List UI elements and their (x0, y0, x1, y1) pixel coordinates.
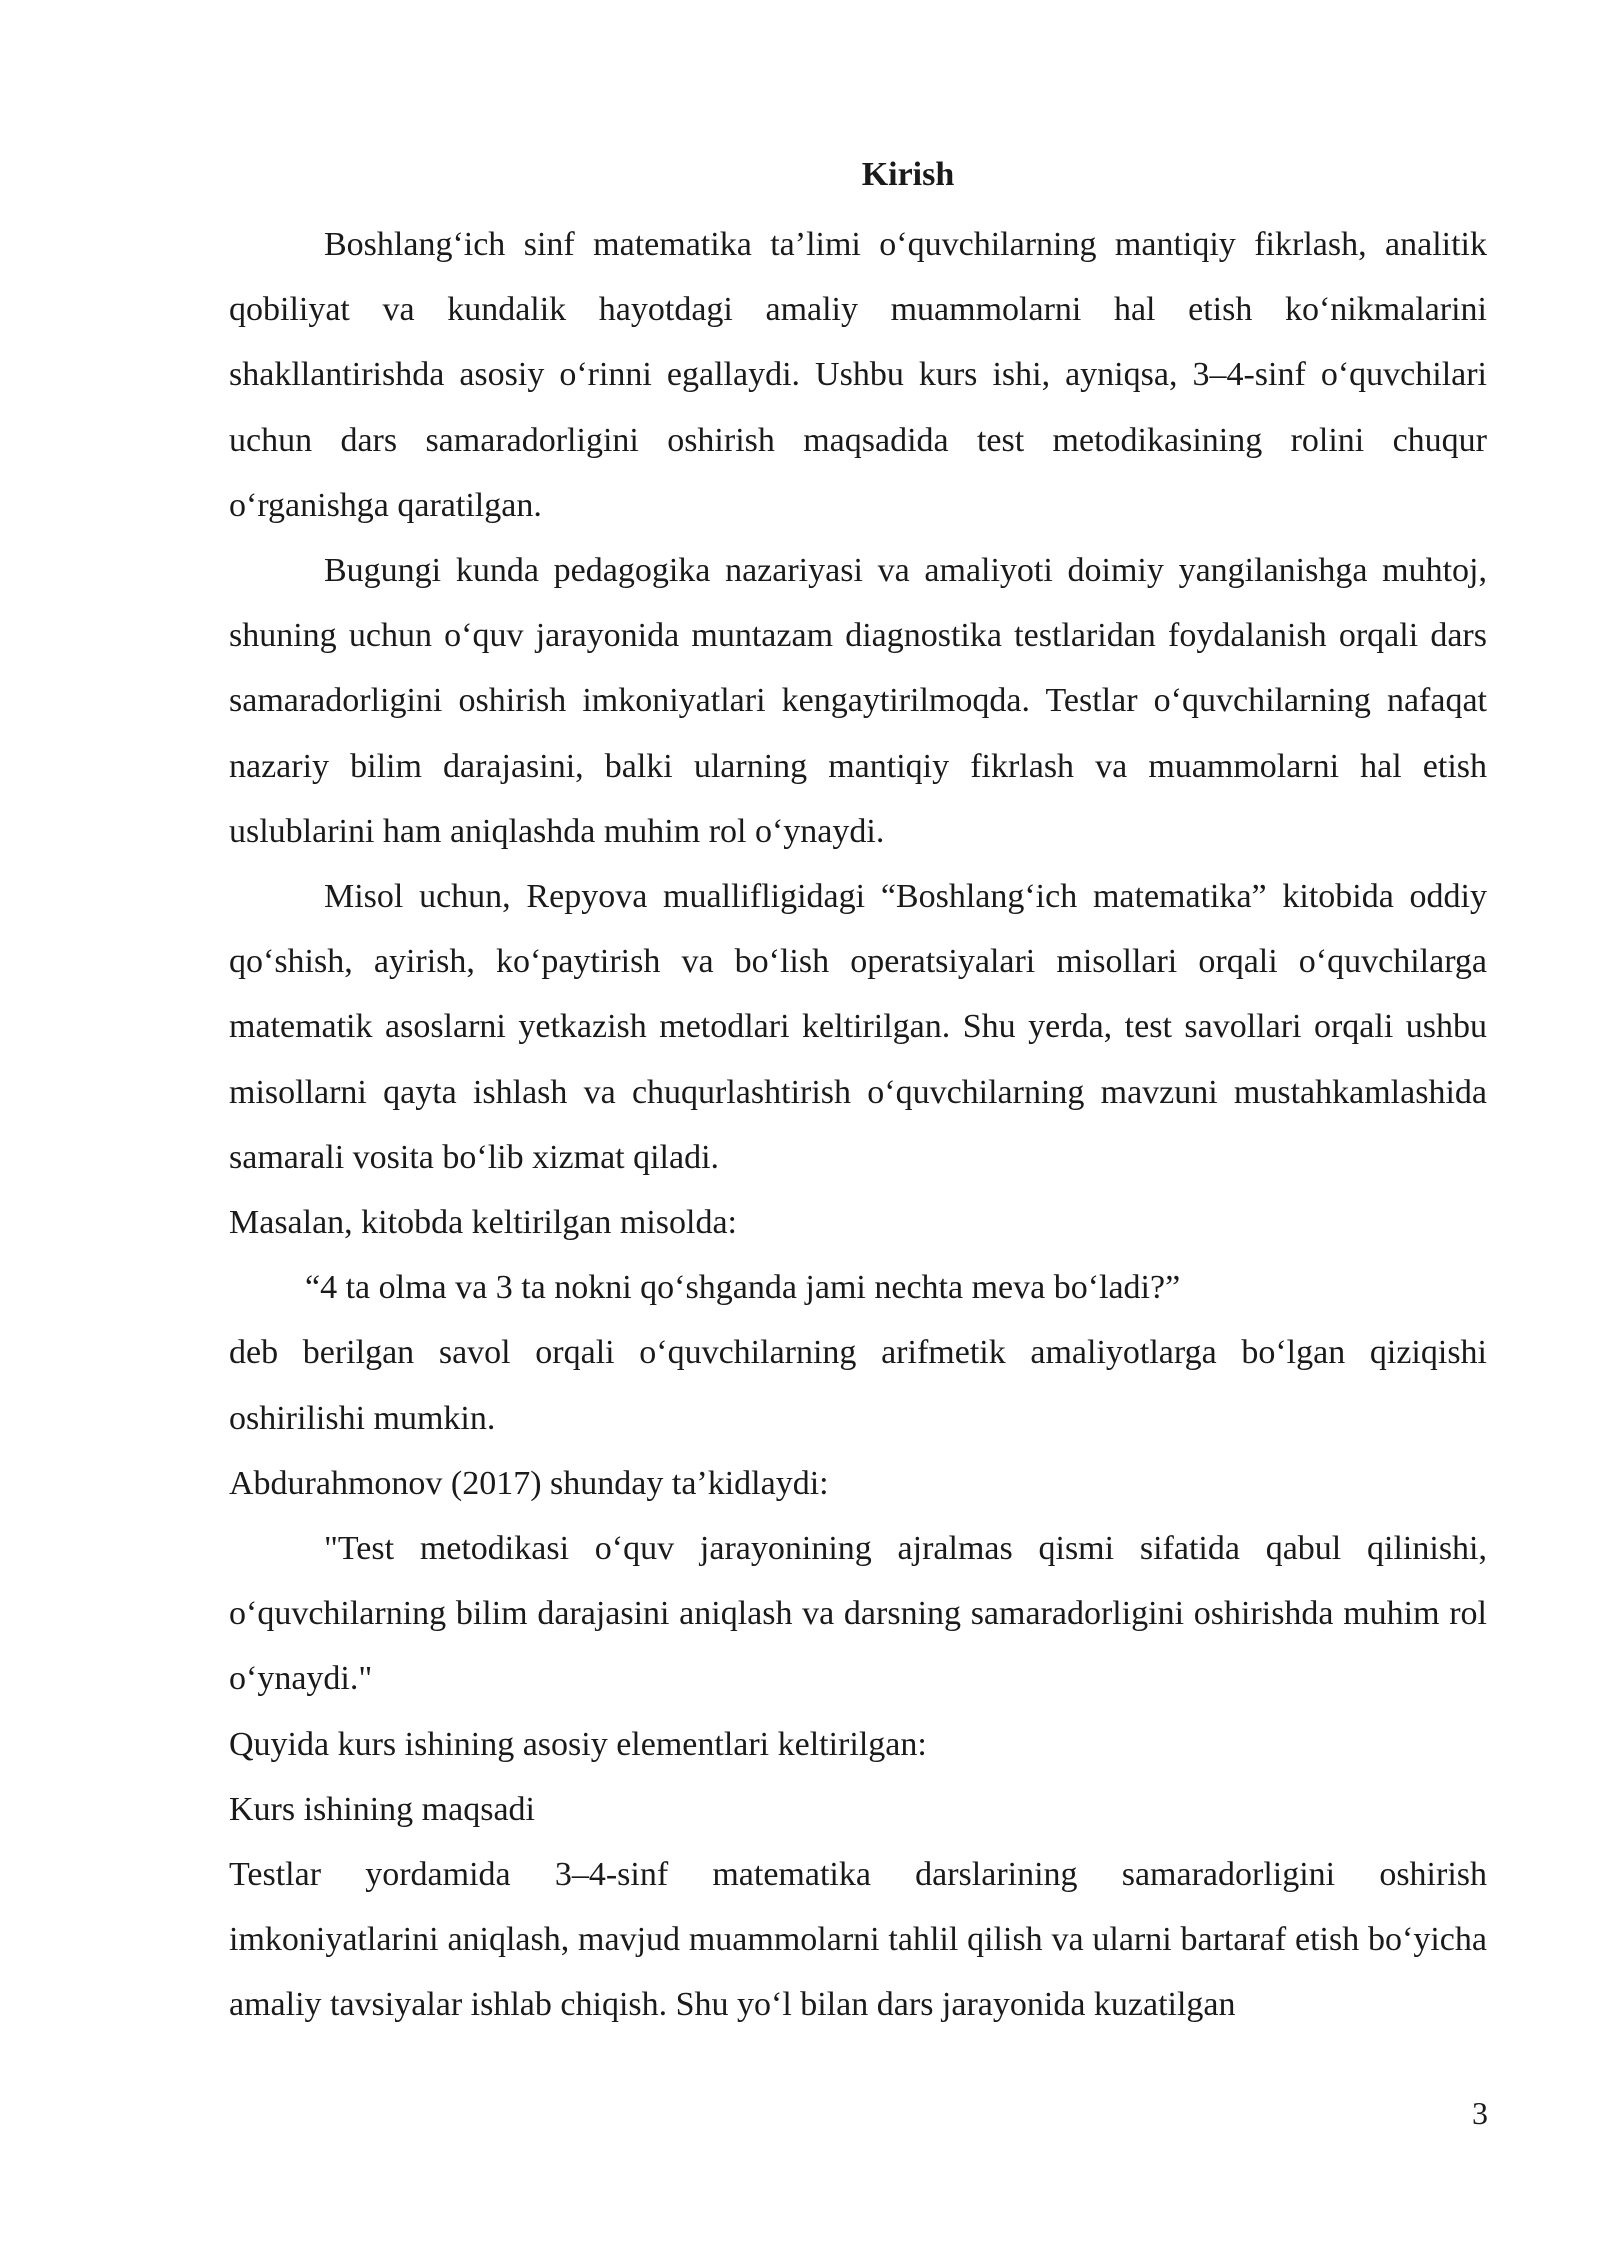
page-content (229, 148, 1487, 2038)
paragraph-example-tail: Masalan, kitobda keltirilgan misolda: (229, 1204, 738, 1242)
paragraph-intro: Boshlang‘ich sinf matematika ta’limi o‘quvchilarning mantiqiy fikrlash, analitik qobiliyat va kundalik hayotdagi amaliy muammolarni hal etish ko‘nikmalarini shakllantirishda asosiy o‘rinni egallaydi. Ushbu kurs ishi, ayniqsa, 3–4-sinf o‘quvchilari uchun dars samaradorligini oshirish maqsadida test metodikasining rolini chuqur o‘rganishga qaratilgan. (229, 226, 1487, 524)
citation-intro: Abdurahmonov (2017) shunday ta’kidlaydi: (229, 1464, 829, 1502)
example-quote: “4 ta olma va 3 ta nokni qo‘shganda jami nechta meva bo‘ladi?” (305, 1269, 1181, 1307)
citation-quote: "Test metodikasi o‘quv jarayonining ajralmas qismi sifatida qabul qilinishi, o‘quvchilarning bilim darajasini aniqlash va darsning samaradorligini oshirishda muhim rol o‘ynaydi." (229, 1530, 1487, 1698)
paragraph-pedagogy: Bugungi kunda pedagogika nazariyasi va amaliyoti doimiy yangilanishga muhtoj, shuning uchun o‘quv jarayonida muntazam diagnostika testlaridan foydalanish orqali dars samaradorligini oshirish imkoniyatlari kengaytirilmoqda. Testlar o‘quvchilarning nafaqat nazariy bilim darajasini, balki ularning mantiqiy fikrlash va muammolarni hal etish uslublarini ham aniqlashda muhim rol o‘ynaydi. (229, 552, 1487, 850)
paragraph-example: Misol uchun, Repyova muallifligidagi “Boshlang‘ich matematika” kitobida oddiy qo‘shish, ayirish, ko‘paytirish va bo‘lish operatsiyalari misollari orqali o‘quvchilarga matematik asoslarni yetkazish metodlari keltirilgan. Shu yerda, test savollari orqali ushbu misollarni qayta ishlash va chuqurlashtirish o‘quvchilarning mavzuni mustahkamlashida samarali vosita bo‘lib xizmat qiladi. (229, 878, 1487, 1176)
elements-intro: Quyida kurs ishining asosiy elementlari keltirilgan: (229, 1725, 927, 1763)
goal-text: Testlar yordamida 3–4-sinf matematika darslarining samaradorligini oshirish imkoniyatlarini aniqlash, mavjud muammolarni tahlil qilish va ularni bartaraf etish bo‘yicha amaliy tavsiyalar ishlab chiqish. Shu yo‘l bilan dars jarayonida kuzatilgan (229, 1856, 1487, 2024)
page-number: 3 (1472, 2095, 1488, 2131)
paragraph-interest: deb berilgan savol orqali o‘quvchilarning arifmetik amaliyotlarga bo‘lgan qiziqishi oshirilishi mumkin. (229, 1334, 1487, 1437)
section-title: Kirish (861, 156, 955, 193)
goal-heading: Kurs ishining maqsadi (229, 1790, 535, 1828)
